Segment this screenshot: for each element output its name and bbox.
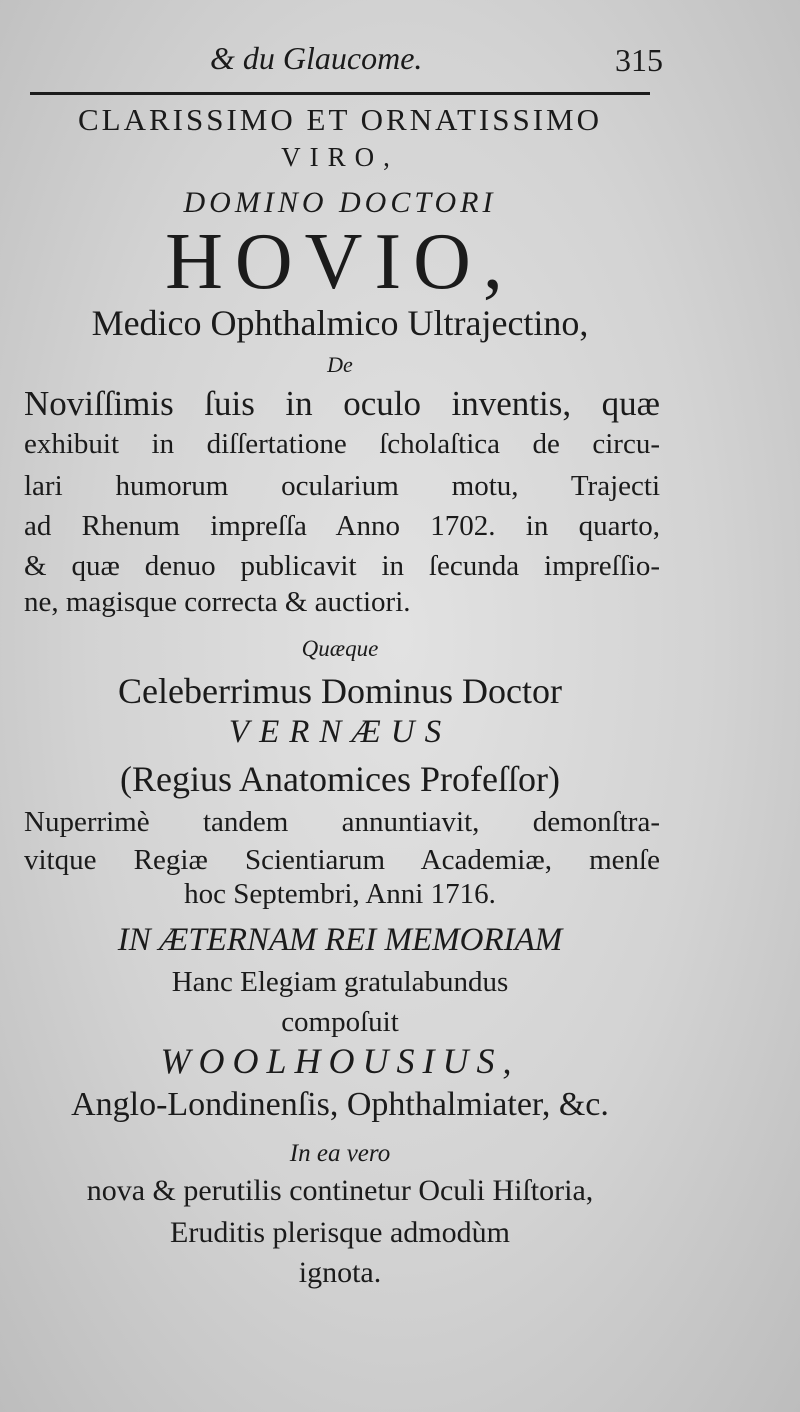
in-ea-vero-line: In ea vero: [289, 1140, 391, 1167]
regius-line: (Regius Anatomices Profeſſor): [120, 759, 560, 799]
running-head: & du Glaucome.: [210, 40, 423, 76]
author-name: WOOLHOUSIUS,: [160, 1041, 520, 1081]
paragraph2-line-2: vitque Regiæ Scientiarum Academiæ, menſe: [24, 844, 660, 876]
dedication-line-3: DOMINO DOCTORI: [183, 186, 497, 219]
author-title: Anglo-Londinenſis, Ophthalmiater, &c.: [71, 1086, 609, 1123]
hanc-elegiam-line: Hanc Elegiam gratulabundus: [171, 966, 509, 998]
paragraph1-line-6: ne, magisque correcta & auctiori.: [24, 586, 411, 618]
paragraph1-line-3: lari humorum ocularium motu, Trajecti: [24, 470, 660, 502]
paragraph1-line-1: Noviſſimis ſuis in oculo inventis, quæ: [24, 384, 660, 423]
closing-line-3: ignota.: [298, 1256, 382, 1289]
composuit-line: compoſuit: [281, 1006, 399, 1038]
paragraph2-line-1: Nuperrimè tandem annuntiavit, demonſtra-: [24, 806, 660, 838]
paragraph1-line-2: exhibuit in diſſertatione ſcholaſtica de circu-: [24, 428, 660, 460]
vernaeus-name: VERNÆUS: [228, 714, 452, 750]
quaeque-line: Quæque: [301, 636, 379, 661]
memoriam-line: IN ÆTERNAM REI MEMORIAM: [117, 922, 563, 958]
closing-line-2: Eruditis plerisque admodùm: [170, 1216, 510, 1249]
page-header: [30, 40, 663, 90]
closing-line-1: nova & perutilis continetur Oculi Hiſtoria,: [86, 1174, 594, 1207]
dedication-line-1: CLARISSIMO ET ORNATISSIMO: [78, 102, 602, 137]
dedicatee-name: HOVIO,: [165, 218, 515, 306]
dedicatee-title: Medico Ophthalmico Ultrajectino,: [91, 303, 589, 343]
celeberrimus-line: Celeberrimus Dominus Doctor: [118, 671, 562, 711]
header-rule: [30, 92, 650, 95]
paragraph1-line-4: ad Rhenum impreſſa Anno 1702. in quarto,: [24, 510, 660, 542]
date-line: hoc Septembri, Anni 1716.: [184, 878, 496, 910]
dedication-line-2: VIRO,: [281, 142, 399, 172]
paragraph1-line-5: & quæ denuo publicavit in ſecunda impreſſio-: [24, 550, 660, 582]
page-number: 315: [615, 42, 663, 78]
de-line: De: [327, 352, 353, 377]
